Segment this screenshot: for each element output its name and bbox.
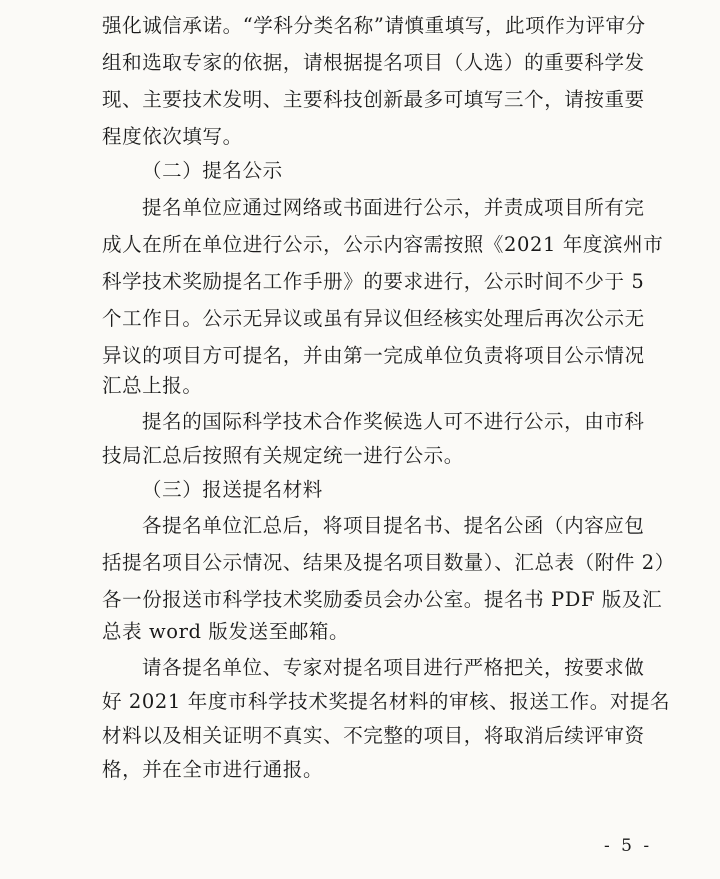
page-number: - 5 - <box>604 836 653 856</box>
text-line-18: 总表 word 版发送至邮箱。 <box>102 620 350 643</box>
text-line-8: 科学技术奖励提名工作手册》的要求进行，公示时间不少于 5 <box>102 270 645 293</box>
text-line-11: 汇总上报。 <box>102 374 203 397</box>
text-line-17: 各一份报送市科学技术奖励委员会办公室。提名书 PDF 版及汇 <box>102 588 663 611</box>
text-line-21: 材料以及相关证明不真实、不完整的项目，将取消后续评审资 <box>102 724 645 747</box>
text-line-4: 程度依次填写。 <box>102 125 243 148</box>
text-line-10: 异议的项目方可提名，并由第一完成单位负责将项目公示情况 <box>102 344 645 367</box>
text-line-13: 技局汇总后按照有关规定统一进行公示。 <box>102 444 464 467</box>
text-line-6: 提名单位应通过网络或书面进行公示，并责成项目所有完 <box>142 196 645 219</box>
text-line-20: 好 2021 年度市科学技术奖提名材料的审核、报送工作。对提名 <box>102 690 671 713</box>
text-line-3: 现、主要技术发明、主要科技创新最多可填写三个，请按重要 <box>102 88 645 111</box>
text-line-19: 请各提名单位、专家对提名项目进行严格把关，按要求做 <box>142 656 645 679</box>
section-heading-3: （三）报送提名材料 <box>142 478 323 501</box>
text-line-15: 各提名单位汇总后，将项目提名书、提名公函（内容应包 <box>142 514 645 537</box>
text-line-22: 格，并在全市进行通报。 <box>102 758 324 781</box>
text-line-7: 成人在所在单位进行公示，公示内容需按照《2021 年度滨州市 <box>102 233 664 256</box>
text-line-16: 括提名项目公示情况、结果及提名项目数量）、汇总表（附件 2） <box>102 551 675 574</box>
text-line-1: 强化诚信承诺。“学科分类名称”请慎重填写，此项作为评审分 <box>102 14 646 37</box>
text-line-12: 提名的国际科学技术合作奖候选人可不进行公示，由市科 <box>142 410 645 433</box>
text-line-2: 组和选取专家的依据，请根据提名项目（人选）的重要科学发 <box>102 51 645 74</box>
section-heading-2: （二）提名公示 <box>142 159 283 182</box>
text-line-9: 个工作日。公示无异议或虽有异议但经核实处理后再次公示无 <box>102 307 645 330</box>
